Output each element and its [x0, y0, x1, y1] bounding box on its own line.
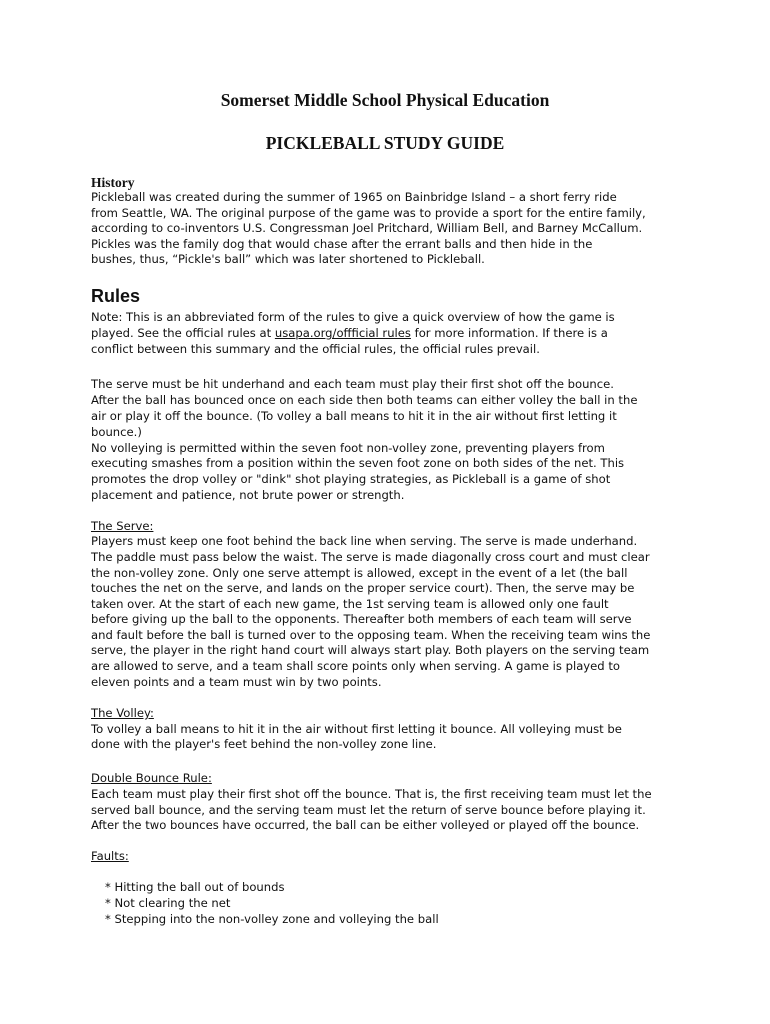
rules-note-line	[91, 326, 608, 342]
serve-line: and fault before the ball is turned over to the opposing team. When the receiving team wins the	[91, 628, 651, 642]
history-line: according to co-inventors U.S. Congressman Joel Pritchard, William Bell, and Barney McCallum.	[91, 221, 643, 235]
rules-heading: Rules	[91, 286, 141, 306]
fault-item: * Hitting the ball out of bounds	[105, 880, 285, 894]
rules-note-line: conflict between this summary and the official rules, the official rules prevail.	[91, 342, 540, 356]
history-line: bushes, thus, “Pickle's ball” which was later shortened to Pickleball.	[91, 252, 485, 266]
rules-note-text: for more information. If there is a	[410, 326, 608, 340]
serve-line: touches the net on the serve, and lands on the proper service court). Then, the serve may be	[91, 581, 635, 595]
rules-intro-line: bounce.)	[91, 425, 142, 439]
rules-intro-line: air or play it off the bounce. (To volley a ball means to hit it in the air without first letting it	[91, 409, 617, 423]
double-bounce-line: served ball bounce, and the serving team must let the return of serve bounce before playing it.	[91, 803, 646, 817]
serve-line: taken over. At the start of each new game, the 1st serving team is allowed only one fault	[91, 597, 609, 611]
history-line: Pickles was the family dog that would chase after the errant balls and then hide in the	[91, 237, 593, 251]
double-bounce-heading: Double Bounce Rule:	[91, 771, 212, 785]
double-bounce-line: After the two bounces have occurred, the ball can be either volleyed or played off the bounce.	[91, 818, 640, 832]
rules-note-text: played. See the official rules at	[91, 326, 275, 340]
history-heading: History	[91, 175, 135, 190]
rules-intro-line: promotes the drop volley or "dink" shot playing strategies, as Pickleball is a game of shot	[91, 472, 611, 486]
rules-note-line: Note: This is an abbreviated form of the rules to give a quick overview of how the game is	[91, 310, 615, 324]
rules-intro-line: executing smashes from a position within the seven foot zone on both sides of the net. This	[91, 456, 625, 470]
serve-line: serve, the player in the right hand court will always start play. Both players on the serving team	[91, 643, 650, 657]
serve-line: Players must keep one foot behind the back line when serving. The serve is made underhand.	[91, 534, 638, 548]
double-bounce-line: Each team must play their first shot off the bounce. That is, the first receiving team must let the	[91, 787, 652, 801]
history-line: Pickleball was created during the summer of 1965 on Bainbridge Island – a short ferry ride	[91, 190, 617, 204]
history-line: from Seattle, WA. The original purpose of the game was to provide a sport for the entire family,	[91, 206, 646, 220]
fault-item: * Stepping into the non-volley zone and volleying the ball	[105, 912, 439, 926]
rules-intro-line: The serve must be hit underhand and each team must play their first shot off the bounce.	[91, 377, 614, 391]
rules-intro-line: placement and patience, not brute power or strength.	[91, 488, 405, 502]
official-rules-link[interactable]: usapa.org/offficial rules	[274, 326, 411, 340]
volley-line: done with the player's feet behind the non-volley zone line.	[91, 737, 437, 751]
serve-line: are allowed to serve, and a team shall score points only when serving. A game is played to	[91, 659, 620, 673]
rules-intro-line: No volleying is permitted within the seven foot non-volley zone, preventing players from	[91, 441, 605, 455]
volley-line: To volley a ball means to hit it in the air without first letting it bounce. All volleying must be	[91, 722, 622, 736]
serve-line: the non-volley zone. Only one serve attempt is allowed, except in the event of a let (the ball	[91, 566, 628, 580]
volley-heading: The Volley:	[91, 706, 154, 720]
faults-heading: Faults:	[91, 849, 129, 863]
rules-intro-line: After the ball has bounced once on each side then both teams can either volley the ball in the	[91, 393, 638, 407]
serve-line: The paddle must pass below the waist. The serve is made diagonally cross court and must clear	[91, 550, 650, 564]
guide-title: PICKLEBALL STUDY GUIDE	[265, 133, 505, 153]
serve-line: before giving up the ball to the opponents. Thereafter both members of each team will serve	[91, 612, 632, 626]
serve-heading: The Serve:	[91, 519, 154, 533]
fault-item: * Not clearing the net	[105, 896, 231, 910]
serve-line: eleven points and a team must win by two points.	[91, 675, 382, 689]
school-title: Somerset Middle School Physical Education	[220, 90, 550, 110]
